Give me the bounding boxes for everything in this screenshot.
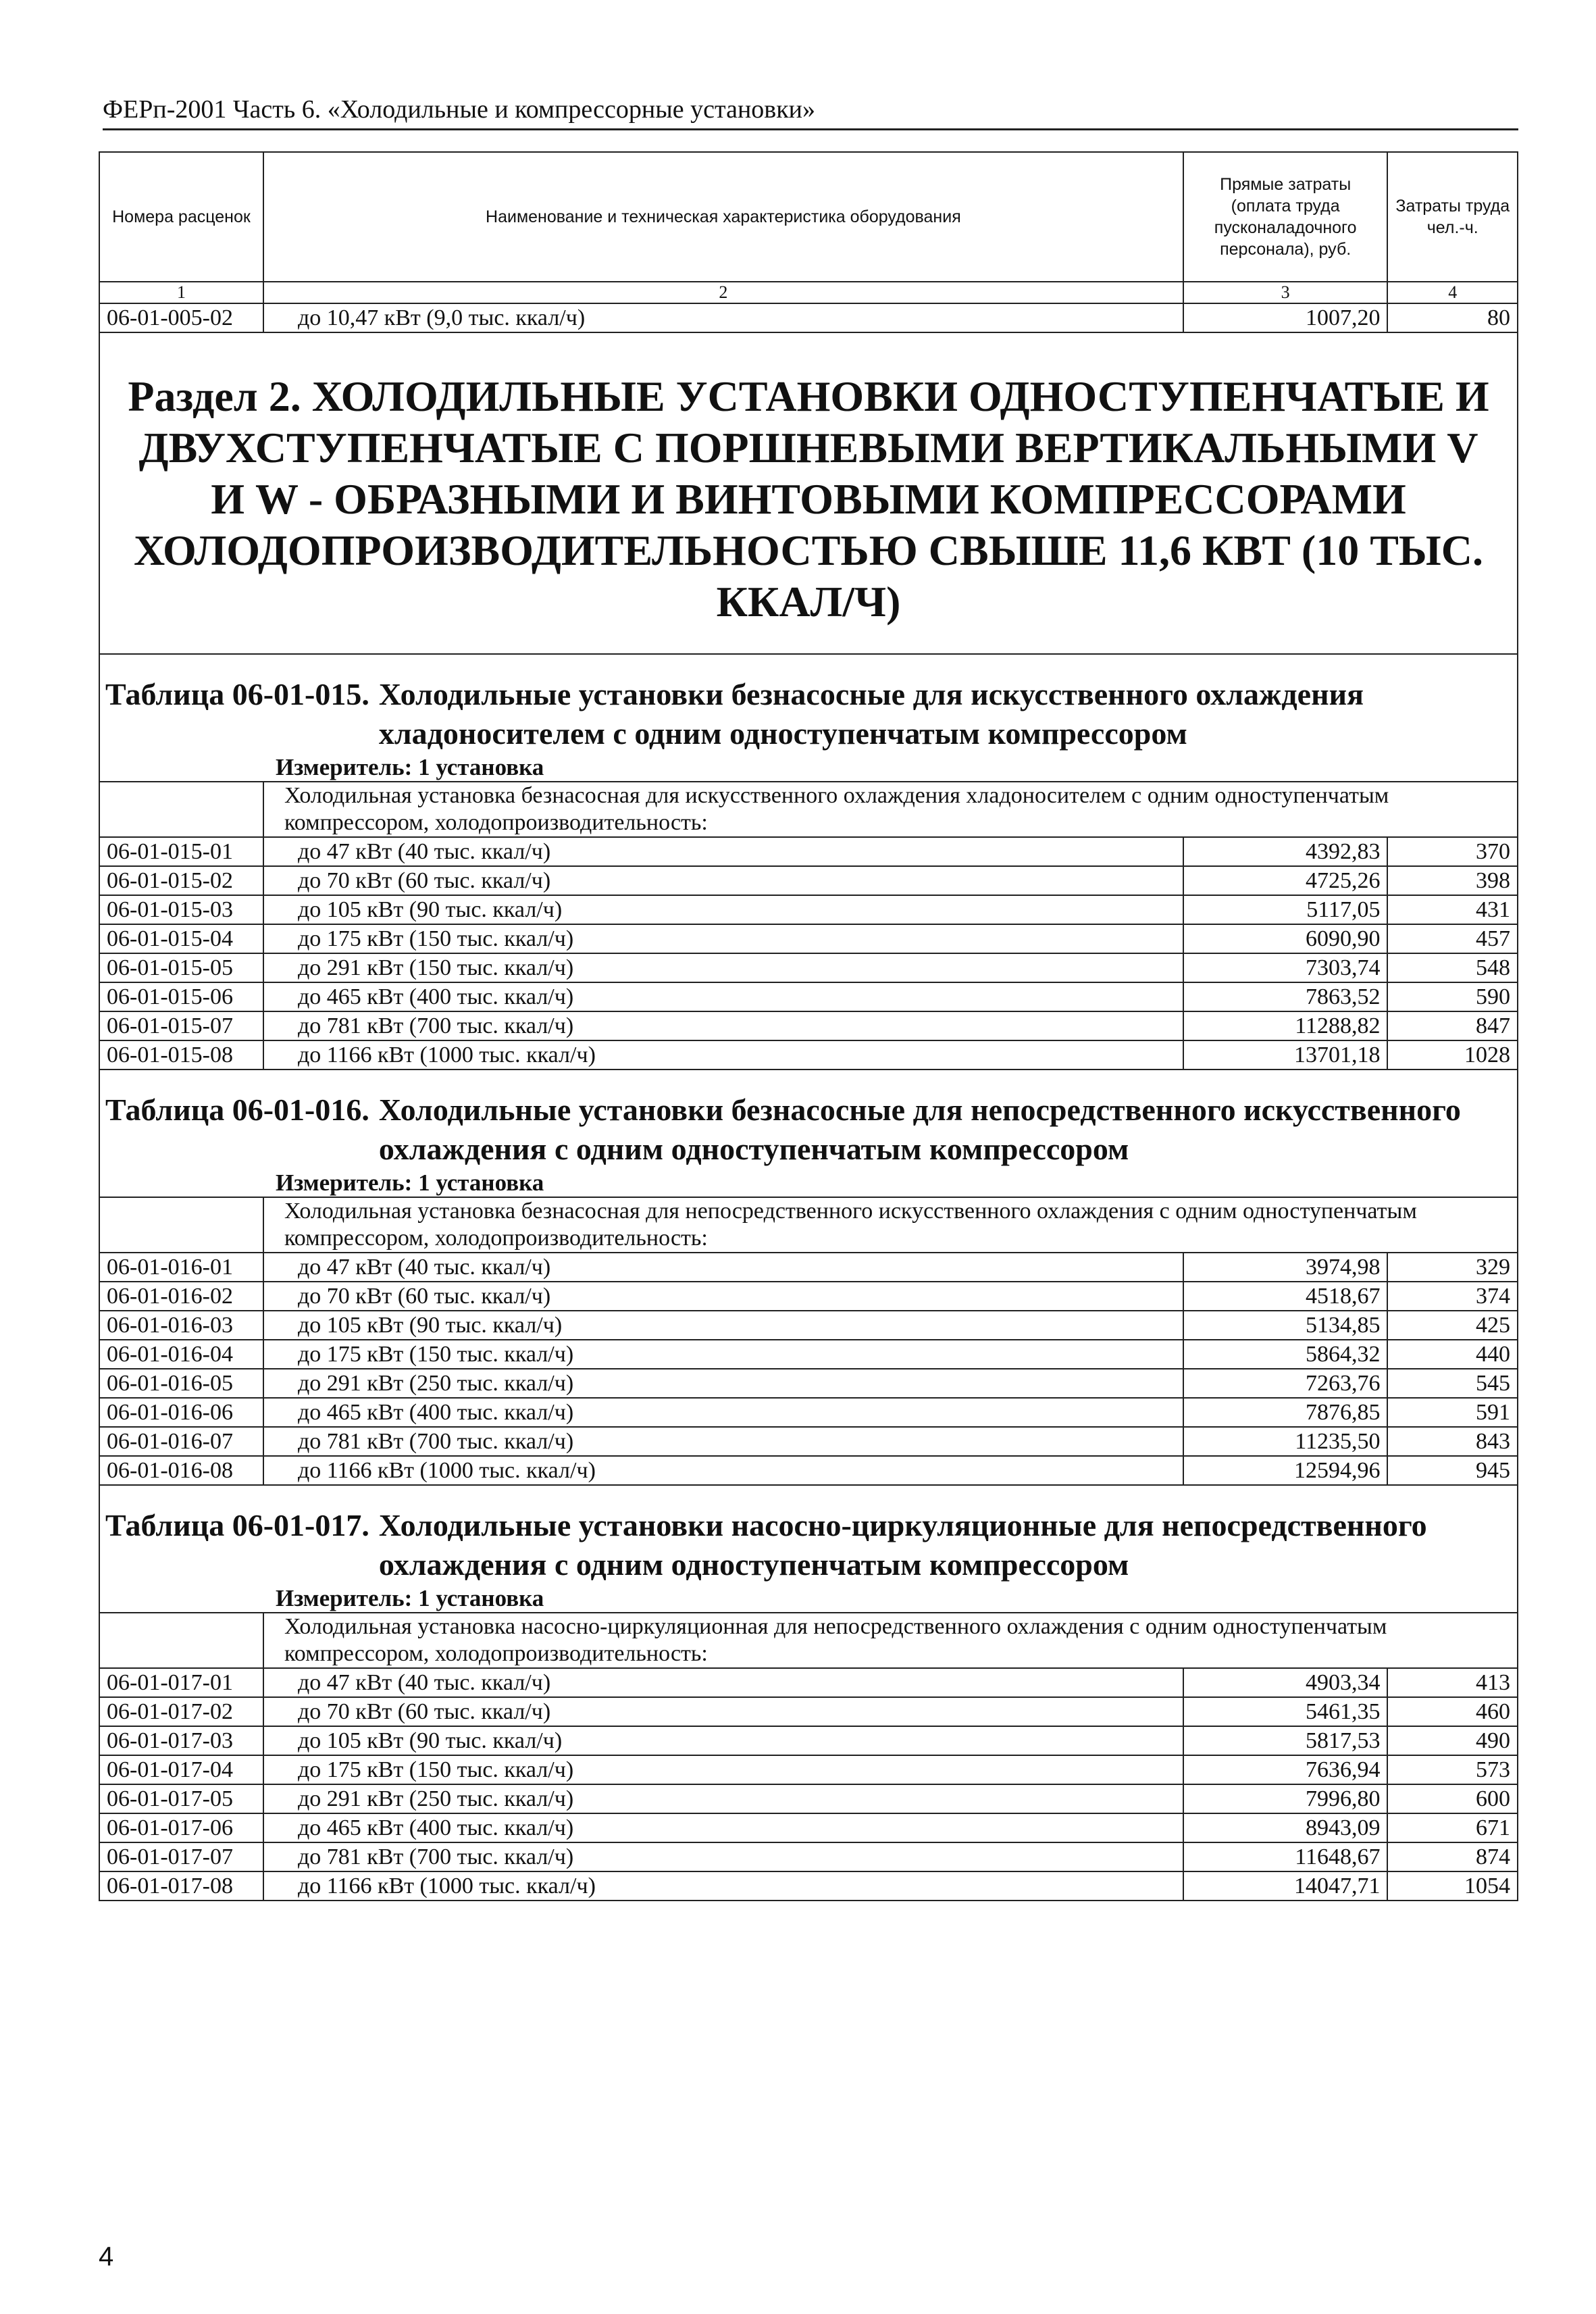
table-number: Таблица 06-01-017. bbox=[105, 1508, 369, 1542]
rate-name: до 465 кВт (400 тыс. ккал/ч) bbox=[263, 982, 1183, 1011]
table-row bbox=[99, 1282, 1518, 1311]
rate-name: до 47 кВт (40 тыс. ккал/ч) bbox=[263, 1668, 1183, 1697]
table-title-row bbox=[99, 654, 1518, 753]
rate-code: 06-01-015-06 bbox=[99, 982, 263, 1011]
rate-labor: 847 bbox=[1387, 1011, 1518, 1040]
rate-cost: 11288,82 bbox=[1183, 1011, 1388, 1040]
rate-code: 06-01-017-07 bbox=[99, 1842, 263, 1871]
rate-name: до 465 кВт (400 тыс. ккал/ч) bbox=[263, 1813, 1183, 1842]
rate-labor: 1028 bbox=[1387, 1040, 1518, 1070]
rate-labor: 413 bbox=[1387, 1668, 1518, 1697]
rate-code: 06-01-017-04 bbox=[99, 1755, 263, 1784]
rate-name: до 781 кВт (700 тыс. ккал/ч) bbox=[263, 1427, 1183, 1456]
rate-cost: 4903,34 bbox=[1183, 1668, 1388, 1697]
rate-labor: 460 bbox=[1387, 1697, 1518, 1726]
table-row bbox=[99, 1697, 1518, 1726]
rate-labor: 457 bbox=[1387, 924, 1518, 953]
description-code-cell bbox=[99, 1197, 263, 1253]
rate-labor: 425 bbox=[1387, 1311, 1518, 1340]
rate-name: до 1166 кВт (1000 тыс. ккал/ч) bbox=[263, 1456, 1183, 1485]
table-row bbox=[99, 1668, 1518, 1697]
rate-cost: 7996,80 bbox=[1183, 1784, 1388, 1813]
table-title-text: Холодильные установки безнасосные для искусственного охлаждения хладоносителем с одним одноступенчатым компрессором bbox=[378, 677, 1364, 751]
rate-code: 06-01-015-01 bbox=[99, 837, 263, 866]
table-row bbox=[99, 1040, 1518, 1070]
rate-name: до 175 кВт (150 тыс. ккал/ч) bbox=[263, 924, 1183, 953]
rate-cost: 4518,67 bbox=[1183, 1282, 1388, 1311]
rate-cost: 14047,71 bbox=[1183, 1871, 1388, 1901]
rate-cost: 5461,35 bbox=[1183, 1697, 1388, 1726]
rate-name: до 291 кВт (250 тыс. ккал/ч) bbox=[263, 1369, 1183, 1398]
rate-cost: 11235,50 bbox=[1183, 1427, 1388, 1456]
rate-code: 06-01-015-04 bbox=[99, 924, 263, 953]
description-row bbox=[99, 782, 1518, 837]
rate-labor: 80 bbox=[1387, 303, 1518, 332]
rate-name: до 781 кВт (700 тыс. ккал/ч) bbox=[263, 1842, 1183, 1871]
table-title-row bbox=[99, 1070, 1518, 1169]
table-title bbox=[99, 1485, 1518, 1584]
table-title-block bbox=[105, 1090, 1512, 1169]
description-row bbox=[99, 1613, 1518, 1668]
rate-cost: 12594,96 bbox=[1183, 1456, 1388, 1485]
table-row bbox=[99, 1755, 1518, 1784]
rate-cost: 7303,74 bbox=[1183, 953, 1388, 982]
rate-code: 06-01-016-03 bbox=[99, 1311, 263, 1340]
table-title bbox=[99, 654, 1518, 753]
table-head-row bbox=[99, 152, 1518, 282]
rate-code: 06-01-016-01 bbox=[99, 1253, 263, 1282]
table-row bbox=[99, 1398, 1518, 1427]
rate-cost: 11648,67 bbox=[1183, 1842, 1388, 1871]
col-number-4: 4 bbox=[1387, 282, 1518, 303]
table-row bbox=[99, 1871, 1518, 1901]
rate-labor: 440 bbox=[1387, 1340, 1518, 1369]
rate-code: 06-01-015-03 bbox=[99, 895, 263, 924]
description-row bbox=[99, 1197, 1518, 1253]
rate-labor: 573 bbox=[1387, 1755, 1518, 1784]
table-row bbox=[99, 1456, 1518, 1485]
rate-name: до 105 кВт (90 тыс. ккал/ч) bbox=[263, 1726, 1183, 1755]
measure-label: Измеритель: 1 установка bbox=[99, 753, 1518, 782]
rate-labor: 591 bbox=[1387, 1398, 1518, 1427]
rate-cost: 4725,26 bbox=[1183, 866, 1388, 895]
rate-name: до 70 кВт (60 тыс. ккал/ч) bbox=[263, 1697, 1183, 1726]
rate-cost: 5117,05 bbox=[1183, 895, 1388, 924]
rate-name: до 47 кВт (40 тыс. ккал/ч) bbox=[263, 837, 1183, 866]
measure-row bbox=[99, 1584, 1518, 1613]
table-number: Таблица 06-01-016. bbox=[105, 1092, 369, 1127]
rate-name: до 175 кВт (150 тыс. ккал/ч) bbox=[263, 1340, 1183, 1369]
table-row bbox=[99, 866, 1518, 895]
rate-name: до 781 кВт (700 тыс. ккал/ч) bbox=[263, 1011, 1183, 1040]
rate-labor: 374 bbox=[1387, 1282, 1518, 1311]
rate-code: 06-01-017-03 bbox=[99, 1726, 263, 1755]
rate-labor: 370 bbox=[1387, 837, 1518, 866]
rate-cost: 6090,90 bbox=[1183, 924, 1388, 953]
col-header-cost: Прямые затраты (оплата труда пусконаладочного персонала), руб. bbox=[1183, 152, 1388, 282]
rate-cost: 7863,52 bbox=[1183, 982, 1388, 1011]
description-text: Холодильная установка безнасосная для непосредственного искусственного охлаждения с одним одноступенчатым компрессором, холодопроизводительность: bbox=[263, 1197, 1518, 1253]
col-header-labor: Затраты труда чел.-ч. bbox=[1387, 152, 1518, 282]
table-row bbox=[99, 1842, 1518, 1871]
rate-code: 06-01-015-05 bbox=[99, 953, 263, 982]
rate-labor: 431 bbox=[1387, 895, 1518, 924]
rate-cost: 13701,18 bbox=[1183, 1040, 1388, 1070]
rate-cost: 4392,83 bbox=[1183, 837, 1388, 866]
page-number: 4 bbox=[99, 2242, 114, 2271]
rate-labor: 945 bbox=[1387, 1456, 1518, 1485]
rate-code: 06-01-015-08 bbox=[99, 1040, 263, 1070]
rate-cost: 7636,94 bbox=[1183, 1755, 1388, 1784]
rate-name: до 175 кВт (150 тыс. ккал/ч) bbox=[263, 1755, 1183, 1784]
rate-name: до 70 кВт (60 тыс. ккал/ч) bbox=[263, 1282, 1183, 1311]
table-row bbox=[99, 924, 1518, 953]
table-row bbox=[99, 982, 1518, 1011]
table-row bbox=[99, 1784, 1518, 1813]
rate-code: 06-01-016-06 bbox=[99, 1398, 263, 1427]
description-text: Холодильная установка безнасосная для искусственного охлаждения хладоносителем с одним одноступенчатым компрессором, холодопроизводительность: bbox=[263, 782, 1518, 837]
measure-row bbox=[99, 1169, 1518, 1197]
table-row bbox=[99, 953, 1518, 982]
col-number-3: 3 bbox=[1183, 282, 1388, 303]
table-title-row bbox=[99, 1485, 1518, 1584]
col-number-1: 1 bbox=[99, 282, 263, 303]
table-row bbox=[99, 1369, 1518, 1398]
table-row bbox=[99, 1427, 1518, 1456]
rate-labor: 590 bbox=[1387, 982, 1518, 1011]
rate-code: 06-01-016-07 bbox=[99, 1427, 263, 1456]
description-code-cell bbox=[99, 1613, 263, 1668]
rate-cost: 5817,53 bbox=[1183, 1726, 1388, 1755]
rate-labor: 671 bbox=[1387, 1813, 1518, 1842]
rate-cost: 5134,85 bbox=[1183, 1311, 1388, 1340]
rate-cost: 7263,76 bbox=[1183, 1369, 1388, 1398]
table-row bbox=[99, 1726, 1518, 1755]
rate-name: до 70 кВт (60 тыс. ккал/ч) bbox=[263, 866, 1183, 895]
rate-labor: 398 bbox=[1387, 866, 1518, 895]
rate-labor: 545 bbox=[1387, 1369, 1518, 1398]
rate-name: до 1166 кВт (1000 тыс. ккал/ч) bbox=[263, 1040, 1183, 1070]
table-title-text: Холодильные установки насосно-циркуляционные для непосредственного охлаждения с одним одноступенчатым компрессором bbox=[378, 1508, 1427, 1582]
rate-labor: 329 bbox=[1387, 1253, 1518, 1282]
col-header-name: Наименование и техническая характеристика оборудования bbox=[263, 152, 1183, 282]
rate-code: 06-01-017-02 bbox=[99, 1697, 263, 1726]
rate-code: 06-01-016-04 bbox=[99, 1340, 263, 1369]
rate-code: 06-01-015-02 bbox=[99, 866, 263, 895]
rate-name: до 47 кВт (40 тыс. ккал/ч) bbox=[263, 1253, 1183, 1282]
table-row bbox=[99, 1011, 1518, 1040]
table-row bbox=[99, 837, 1518, 866]
rate-cost: 8943,09 bbox=[1183, 1813, 1388, 1842]
col-header-codes: Номера расценок bbox=[99, 152, 263, 282]
table-title-block bbox=[105, 1506, 1512, 1584]
rate-name: до 105 кВт (90 тыс. ккал/ч) bbox=[263, 895, 1183, 924]
measure-label: Измеритель: 1 установка bbox=[99, 1584, 1518, 1613]
rate-labor: 548 bbox=[1387, 953, 1518, 982]
rate-code: 06-01-017-05 bbox=[99, 1784, 263, 1813]
rate-code: 06-01-016-08 bbox=[99, 1456, 263, 1485]
rate-cost: 7876,85 bbox=[1183, 1398, 1388, 1427]
rate-name: до 291 кВт (150 тыс. ккал/ч) bbox=[263, 953, 1183, 982]
table-row bbox=[99, 1813, 1518, 1842]
rate-name: до 1166 кВт (1000 тыс. ккал/ч) bbox=[263, 1871, 1183, 1901]
rate-name: до 105 кВт (90 тыс. ккал/ч) bbox=[263, 1311, 1183, 1340]
rates-table bbox=[99, 151, 1518, 1901]
description-text: Холодильная установка насосно-циркуляционная для непосредственного охлаждения с одним одноступенчатым компрессором, холодопроизводительность: bbox=[263, 1613, 1518, 1668]
rate-labor: 1054 bbox=[1387, 1871, 1518, 1901]
rate-name: до 291 кВт (250 тыс. ккал/ч) bbox=[263, 1784, 1183, 1813]
rate-labor: 600 bbox=[1387, 1784, 1518, 1813]
section-title: Раздел 2. ХОЛОДИЛЬНЫЕ УСТАНОВКИ ОДНОСТУПЕНЧАТЫЕ И ДВУХСТУПЕНЧАТЫЕ С ПОРШНЕВЫМИ ВЕРТИКАЛЬНЫМИ V И W - ОБРАЗНЫМИ И ВИНТОВЫМИ КОМПРЕССОРАМИ ХОЛОДОПРОИЗВОДИТЕЛЬНОСТЬЮ СВЫШЕ 11,6 КВТ (10 ТЫС. ККАЛ/Ч) bbox=[99, 332, 1518, 654]
rate-cost: 3974,98 bbox=[1183, 1253, 1388, 1282]
rate-labor: 874 bbox=[1387, 1842, 1518, 1871]
rate-name: до 10,47 кВт (9,0 тыс. ккал/ч) bbox=[263, 303, 1183, 332]
table-row bbox=[99, 303, 1518, 332]
table-row bbox=[99, 1311, 1518, 1340]
rate-code: 06-01-016-05 bbox=[99, 1369, 263, 1398]
description-code-cell bbox=[99, 782, 263, 837]
rate-cost: 1007,20 bbox=[1183, 303, 1388, 332]
rate-labor: 843 bbox=[1387, 1427, 1518, 1456]
section-row bbox=[99, 332, 1518, 654]
column-number-row bbox=[99, 282, 1518, 303]
rate-code: 06-01-015-07 bbox=[99, 1011, 263, 1040]
rate-code: 06-01-017-06 bbox=[99, 1813, 263, 1842]
rate-code: 06-01-017-01 bbox=[99, 1668, 263, 1697]
table-row bbox=[99, 1253, 1518, 1282]
measure-row bbox=[99, 753, 1518, 782]
page-header: ФЕРп-2001 Часть 6. «Холодильные и компрессорные установки» bbox=[103, 93, 1518, 130]
table-title-text: Холодильные установки безнасосные для непосредственного искусственного охлаждения с одним одноступенчатым компрессором bbox=[378, 1092, 1461, 1166]
col-number-2: 2 bbox=[263, 282, 1183, 303]
table-row bbox=[99, 895, 1518, 924]
table-number: Таблица 06-01-015. bbox=[105, 677, 369, 711]
table-row bbox=[99, 1340, 1518, 1369]
table-title bbox=[99, 1070, 1518, 1169]
rate-code: 06-01-005-02 bbox=[99, 303, 263, 332]
rate-labor: 490 bbox=[1387, 1726, 1518, 1755]
rate-code: 06-01-017-08 bbox=[99, 1871, 263, 1901]
table-title-block bbox=[105, 675, 1512, 753]
measure-label: Измеритель: 1 установка bbox=[99, 1169, 1518, 1197]
rate-cost: 5864,32 bbox=[1183, 1340, 1388, 1369]
rate-name: до 465 кВт (400 тыс. ккал/ч) bbox=[263, 1398, 1183, 1427]
rate-code: 06-01-016-02 bbox=[99, 1282, 263, 1311]
